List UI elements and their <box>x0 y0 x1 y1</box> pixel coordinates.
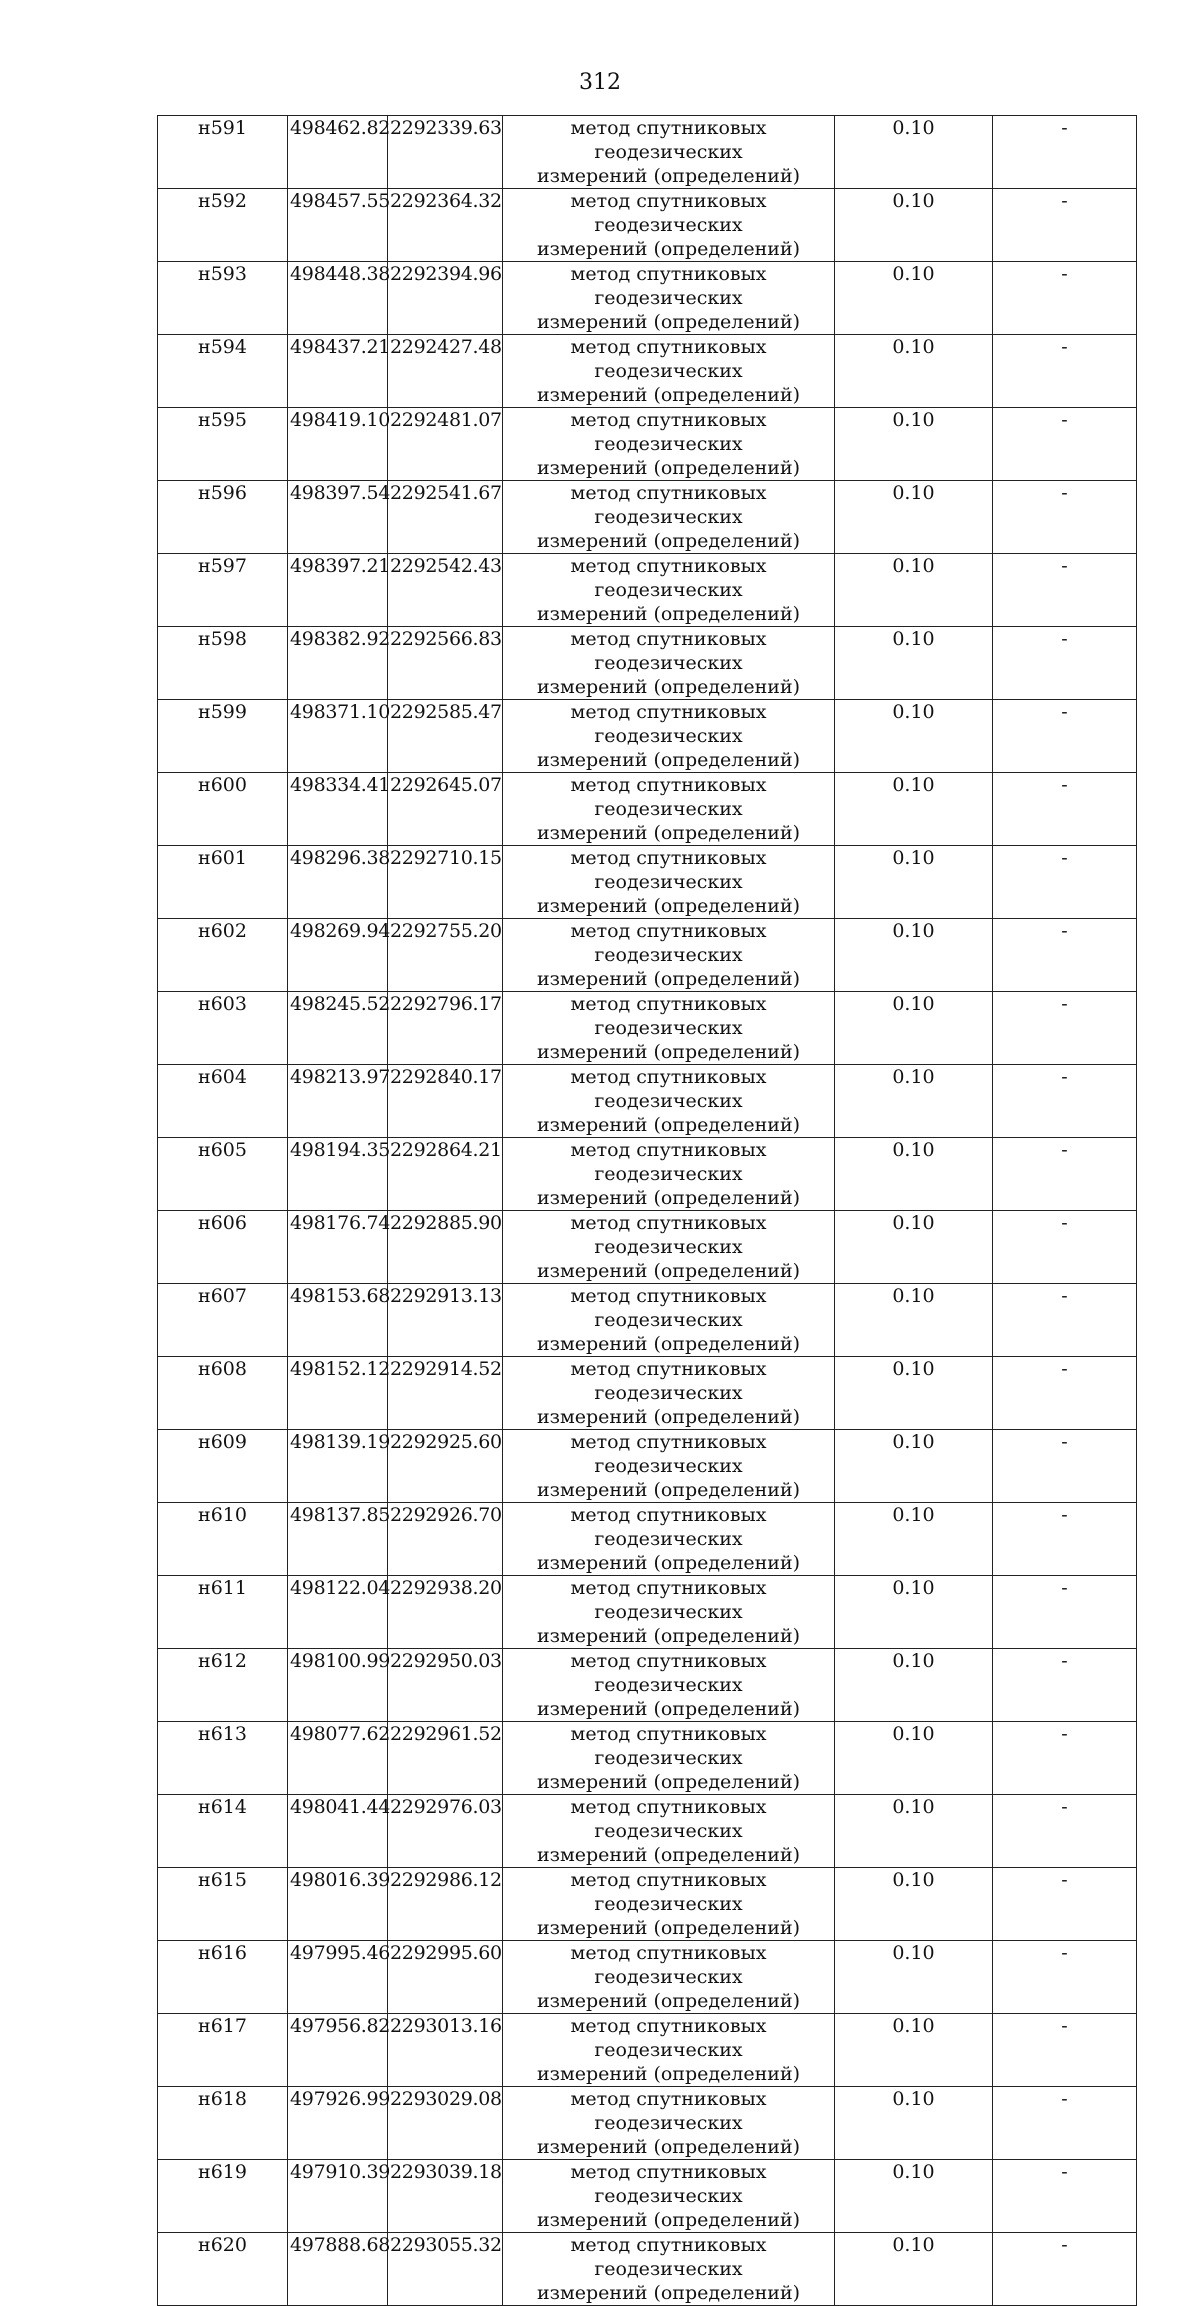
accuracy-cell: 0.10 <box>835 2014 993 2087</box>
method-line-2: измерений (определений) <box>536 2209 801 2231</box>
method-line-1: метод спутниковых геодезических <box>570 263 767 309</box>
y-coordinate-cell: 2292541.67 <box>388 481 503 554</box>
y-coordinate-cell: 2292840.17 <box>388 1065 503 1138</box>
note-cell: - <box>993 992 1137 1065</box>
accuracy-cell: 0.10 <box>835 919 993 992</box>
y-coordinate-cell: 2293029.08 <box>388 2087 503 2160</box>
accuracy-cell: 0.10 <box>835 1868 993 1941</box>
method-line-1: метод спутниковых геодезических <box>570 847 767 893</box>
point-name-cell: н591 <box>158 116 288 189</box>
y-coordinate-cell: 2293039.18 <box>388 2160 503 2233</box>
method-line-1: метод спутниковых геодезических <box>570 1796 767 1842</box>
table-row <box>158 2233 1137 2306</box>
point-name-cell: н612 <box>158 1649 288 1722</box>
table-row <box>158 116 1137 189</box>
x-coordinate-cell: 498137.85 <box>288 1503 388 1576</box>
method-line-2: измерений (определений) <box>536 1771 801 1793</box>
table-row <box>158 1941 1137 2014</box>
method-line-2: измерений (определений) <box>536 2136 801 2158</box>
note-cell: - <box>993 919 1137 992</box>
note-cell: - <box>993 2014 1137 2087</box>
method-line-1: метод спутниковых геодезических <box>570 1212 767 1258</box>
accuracy-cell: 0.10 <box>835 627 993 700</box>
method-line-2: измерений (определений) <box>536 1990 801 2012</box>
method-line-2: измерений (определений) <box>536 1917 801 1939</box>
table-row <box>158 1065 1137 1138</box>
accuracy-cell: 0.10 <box>835 846 993 919</box>
point-name-cell: н600 <box>158 773 288 846</box>
note-cell: - <box>993 116 1137 189</box>
method-line-2: измерений (определений) <box>536 1625 801 1647</box>
method-cell <box>503 2233 835 2306</box>
method-line-1: метод спутниковых геодезических <box>570 628 767 674</box>
accuracy-cell: 0.10 <box>835 408 993 481</box>
table-row <box>158 700 1137 773</box>
accuracy-cell: 0.10 <box>835 992 993 1065</box>
note-cell: - <box>993 700 1137 773</box>
method-line-2: измерений (определений) <box>536 1552 801 1574</box>
method-line-1: метод спутниковых геодезических <box>570 2234 767 2280</box>
point-name-cell: н618 <box>158 2087 288 2160</box>
note-cell: - <box>993 627 1137 700</box>
table-row <box>158 2014 1137 2087</box>
point-name-cell: н601 <box>158 846 288 919</box>
y-coordinate-cell: 2292394.96 <box>388 262 503 335</box>
note-cell: - <box>993 1722 1137 1795</box>
y-coordinate-cell: 2292950.03 <box>388 1649 503 1722</box>
table-row <box>158 481 1137 554</box>
y-coordinate-cell: 2292976.03 <box>388 1795 503 1868</box>
x-coordinate-cell: 498437.21 <box>288 335 388 408</box>
y-coordinate-cell: 2292995.60 <box>388 1941 503 2014</box>
method-line-1: метод спутниковых геодезических <box>570 1358 767 1404</box>
note-cell: - <box>993 2233 1137 2306</box>
method-line-2: измерений (определений) <box>536 1479 801 1501</box>
method-cell <box>503 1357 835 1430</box>
method-line-2: измерений (определений) <box>536 1844 801 1866</box>
method-line-2: измерений (определений) <box>536 749 801 771</box>
note-cell: - <box>993 1868 1137 1941</box>
y-coordinate-cell: 2292914.52 <box>388 1357 503 1430</box>
method-cell <box>503 335 835 408</box>
y-coordinate-cell: 2292796.17 <box>388 992 503 1065</box>
method-cell <box>503 1138 835 1211</box>
table-row <box>158 846 1137 919</box>
method-cell <box>503 262 835 335</box>
x-coordinate-cell: 498296.38 <box>288 846 388 919</box>
method-line-1: метод спутниковых геодезических <box>570 117 767 163</box>
method-cell <box>503 1868 835 1941</box>
method-line-2: измерений (определений) <box>536 457 801 479</box>
point-name-cell: н595 <box>158 408 288 481</box>
x-coordinate-cell: 498152.12 <box>288 1357 388 1430</box>
method-line-1: метод спутниковых геодезических <box>570 2088 767 2134</box>
x-coordinate-cell: 498397.54 <box>288 481 388 554</box>
y-coordinate-cell: 2292585.47 <box>388 700 503 773</box>
point-name-cell: н620 <box>158 2233 288 2306</box>
y-coordinate-cell: 2292645.07 <box>388 773 503 846</box>
x-coordinate-cell: 497926.99 <box>288 2087 388 2160</box>
point-name-cell: н614 <box>158 1795 288 1868</box>
y-coordinate-cell: 2293055.32 <box>388 2233 503 2306</box>
method-line-2: измерений (определений) <box>536 1187 801 1209</box>
table-row <box>158 1284 1137 1357</box>
method-line-1: метод спутниковых геодезических <box>570 336 767 382</box>
accuracy-cell: 0.10 <box>835 1722 993 1795</box>
method-line-1: метод спутниковых геодезических <box>570 1285 767 1331</box>
accuracy-cell: 0.10 <box>835 773 993 846</box>
y-coordinate-cell: 2292986.12 <box>388 1868 503 1941</box>
method-cell <box>503 1503 835 1576</box>
point-name-cell: н598 <box>158 627 288 700</box>
table-row <box>158 1503 1137 1576</box>
accuracy-cell: 0.10 <box>835 1211 993 1284</box>
method-line-2: измерений (определений) <box>536 676 801 698</box>
x-coordinate-cell: 498176.74 <box>288 1211 388 1284</box>
x-coordinate-cell: 498077.62 <box>288 1722 388 1795</box>
method-line-2: измерений (определений) <box>536 822 801 844</box>
method-cell <box>503 846 835 919</box>
accuracy-cell: 0.10 <box>835 554 993 627</box>
point-name-cell: н596 <box>158 481 288 554</box>
method-cell <box>503 1795 835 1868</box>
note-cell: - <box>993 773 1137 846</box>
y-coordinate-cell: 2292913.13 <box>388 1284 503 1357</box>
accuracy-cell: 0.10 <box>835 1576 993 1649</box>
method-cell <box>503 2087 835 2160</box>
method-line-2: измерений (определений) <box>536 530 801 552</box>
method-line-1: метод спутниковых геодезических <box>570 920 767 966</box>
note-cell: - <box>993 1138 1137 1211</box>
table-row <box>158 1576 1137 1649</box>
accuracy-cell: 0.10 <box>835 262 993 335</box>
method-cell <box>503 189 835 262</box>
accuracy-cell: 0.10 <box>835 1357 993 1430</box>
accuracy-cell: 0.10 <box>835 1065 993 1138</box>
method-line-2: измерений (определений) <box>536 165 801 187</box>
point-name-cell: н609 <box>158 1430 288 1503</box>
point-name-cell: н594 <box>158 335 288 408</box>
point-name-cell: н616 <box>158 1941 288 2014</box>
note-cell: - <box>993 1941 1137 2014</box>
note-cell: - <box>993 408 1137 481</box>
note-cell: - <box>993 2087 1137 2160</box>
method-line-1: метод спутниковых геодезических <box>570 555 767 601</box>
method-cell <box>503 554 835 627</box>
method-line-1: метод спутниковых геодезических <box>570 1723 767 1769</box>
y-coordinate-cell: 2292427.48 <box>388 335 503 408</box>
method-line-1: метод спутниковых геодезических <box>570 1504 767 1550</box>
x-coordinate-cell: 498382.92 <box>288 627 388 700</box>
method-line-2: измерений (определений) <box>536 238 801 260</box>
table-row <box>158 1357 1137 1430</box>
method-line-2: измерений (определений) <box>536 2063 801 2085</box>
method-line-2: измерений (определений) <box>536 1260 801 1282</box>
note-cell: - <box>993 262 1137 335</box>
note-cell: - <box>993 2160 1137 2233</box>
method-line-2: измерений (определений) <box>536 2282 801 2304</box>
method-line-1: метод спутниковых геодезических <box>570 2161 767 2207</box>
accuracy-cell: 0.10 <box>835 700 993 773</box>
table-row <box>158 1138 1137 1211</box>
x-coordinate-cell: 498269.94 <box>288 919 388 992</box>
table-row <box>158 2087 1137 2160</box>
table-row <box>158 408 1137 481</box>
x-coordinate-cell: 498462.82 <box>288 116 388 189</box>
accuracy-cell: 0.10 <box>835 116 993 189</box>
method-cell <box>503 1649 835 1722</box>
x-coordinate-cell: 498139.19 <box>288 1430 388 1503</box>
table-row <box>158 1722 1137 1795</box>
method-line-1: метод спутниковых геодезических <box>570 774 767 820</box>
table-row <box>158 773 1137 846</box>
note-cell: - <box>993 1649 1137 1722</box>
table-body <box>158 116 1137 2306</box>
note-cell: - <box>993 1503 1137 1576</box>
accuracy-cell: 0.10 <box>835 1430 993 1503</box>
method-cell <box>503 627 835 700</box>
method-cell <box>503 700 835 773</box>
x-coordinate-cell: 498194.35 <box>288 1138 388 1211</box>
accuracy-cell: 0.10 <box>835 2233 993 2306</box>
x-coordinate-cell: 498122.04 <box>288 1576 388 1649</box>
point-name-cell: н610 <box>158 1503 288 1576</box>
point-name-cell: н599 <box>158 700 288 773</box>
method-line-1: метод спутниковых геодезических <box>570 1650 767 1696</box>
method-cell <box>503 1576 835 1649</box>
method-cell <box>503 2014 835 2087</box>
method-line-1: метод спутниковых геодезических <box>570 1066 767 1112</box>
note-cell: - <box>993 846 1137 919</box>
accuracy-cell: 0.10 <box>835 1503 993 1576</box>
table-row <box>158 189 1137 262</box>
y-coordinate-cell: 2292566.83 <box>388 627 503 700</box>
accuracy-cell: 0.10 <box>835 1649 993 1722</box>
x-coordinate-cell: 498153.68 <box>288 1284 388 1357</box>
x-coordinate-cell: 498100.99 <box>288 1649 388 1722</box>
x-coordinate-cell: 498457.55 <box>288 189 388 262</box>
y-coordinate-cell: 2292755.20 <box>388 919 503 992</box>
y-coordinate-cell: 2293013.16 <box>388 2014 503 2087</box>
note-cell: - <box>993 1065 1137 1138</box>
x-coordinate-cell: 498334.41 <box>288 773 388 846</box>
note-cell: - <box>993 1357 1137 1430</box>
point-name-cell: н606 <box>158 1211 288 1284</box>
note-cell: - <box>993 335 1137 408</box>
method-cell <box>503 1065 835 1138</box>
table-row <box>158 335 1137 408</box>
table-row <box>158 919 1137 992</box>
accuracy-cell: 0.10 <box>835 1138 993 1211</box>
method-line-2: измерений (определений) <box>536 1333 801 1355</box>
method-line-1: метод спутниковых геодезических <box>570 1431 767 1477</box>
table-row <box>158 627 1137 700</box>
y-coordinate-cell: 2292885.90 <box>388 1211 503 1284</box>
accuracy-cell: 0.10 <box>835 1941 993 2014</box>
accuracy-cell: 0.10 <box>835 1284 993 1357</box>
method-cell <box>503 1284 835 1357</box>
method-cell <box>503 1211 835 1284</box>
point-name-cell: н611 <box>158 1576 288 1649</box>
method-line-1: метод спутниковых геодезических <box>570 1139 767 1185</box>
x-coordinate-cell: 498041.44 <box>288 1795 388 1868</box>
table-row <box>158 1430 1137 1503</box>
note-cell: - <box>993 1576 1137 1649</box>
method-line-1: метод спутниковых геодезических <box>570 1869 767 1915</box>
method-line-2: измерений (определений) <box>536 603 801 625</box>
y-coordinate-cell: 2292864.21 <box>388 1138 503 1211</box>
point-name-cell: н592 <box>158 189 288 262</box>
point-name-cell: н602 <box>158 919 288 992</box>
method-line-1: метод спутниковых геодезических <box>570 190 767 236</box>
x-coordinate-cell: 498016.39 <box>288 1868 388 1941</box>
point-name-cell: н604 <box>158 1065 288 1138</box>
y-coordinate-cell: 2292926.70 <box>388 1503 503 1576</box>
method-line-1: метод спутниковых геодезических <box>570 2015 767 2061</box>
note-cell: - <box>993 1284 1137 1357</box>
method-cell <box>503 773 835 846</box>
point-name-cell: н597 <box>158 554 288 627</box>
method-cell <box>503 1722 835 1795</box>
point-name-cell: н593 <box>158 262 288 335</box>
page-number: 312 <box>579 70 621 95</box>
method-cell <box>503 1430 835 1503</box>
point-name-cell: н603 <box>158 992 288 1065</box>
x-coordinate-cell: 497956.82 <box>288 2014 388 2087</box>
point-name-cell: н619 <box>158 2160 288 2233</box>
method-line-2: измерений (определений) <box>536 1698 801 1720</box>
method-line-1: метод спутниковых геодезических <box>570 1942 767 1988</box>
table-row <box>158 1868 1137 1941</box>
method-line-1: метод спутниковых геодезических <box>570 993 767 1039</box>
x-coordinate-cell: 498419.10 <box>288 408 388 481</box>
point-name-cell: н617 <box>158 2014 288 2087</box>
note-cell: - <box>993 1795 1137 1868</box>
method-line-2: измерений (определений) <box>536 1114 801 1136</box>
point-name-cell: н607 <box>158 1284 288 1357</box>
y-coordinate-cell: 2292925.60 <box>388 1430 503 1503</box>
accuracy-cell: 0.10 <box>835 189 993 262</box>
table-row <box>158 1211 1137 1284</box>
table-row <box>158 992 1137 1065</box>
x-coordinate-cell: 497910.39 <box>288 2160 388 2233</box>
method-line-1: метод спутниковых геодезических <box>570 701 767 747</box>
method-cell <box>503 992 835 1065</box>
x-coordinate-cell: 498245.52 <box>288 992 388 1065</box>
accuracy-cell: 0.10 <box>835 481 993 554</box>
table-row <box>158 1795 1137 1868</box>
x-coordinate-cell: 497888.68 <box>288 2233 388 2306</box>
y-coordinate-cell: 2292542.43 <box>388 554 503 627</box>
method-line-2: измерений (определений) <box>536 895 801 917</box>
point-name-cell: н605 <box>158 1138 288 1211</box>
x-coordinate-cell: 498448.38 <box>288 262 388 335</box>
y-coordinate-cell: 2292481.07 <box>388 408 503 481</box>
note-cell: - <box>993 1430 1137 1503</box>
point-name-cell: н613 <box>158 1722 288 1795</box>
method-line-2: измерений (определений) <box>536 1041 801 1063</box>
table-row <box>158 2160 1137 2233</box>
method-line-2: измерений (определений) <box>536 384 801 406</box>
table-row <box>158 262 1137 335</box>
y-coordinate-cell: 2292339.63 <box>388 116 503 189</box>
accuracy-cell: 0.10 <box>835 2087 993 2160</box>
method-cell <box>503 481 835 554</box>
method-line-2: измерений (определений) <box>536 968 801 990</box>
method-cell <box>503 1941 835 2014</box>
y-coordinate-cell: 2292710.15 <box>388 846 503 919</box>
coordinates-table <box>157 115 1137 2306</box>
x-coordinate-cell: 498397.21 <box>288 554 388 627</box>
method-line-2: измерений (определений) <box>536 311 801 333</box>
note-cell: - <box>993 481 1137 554</box>
note-cell: - <box>993 1211 1137 1284</box>
x-coordinate-cell: 498371.10 <box>288 700 388 773</box>
method-cell <box>503 2160 835 2233</box>
y-coordinate-cell: 2292961.52 <box>388 1722 503 1795</box>
method-line-1: метод спутниковых геодезических <box>570 409 767 455</box>
accuracy-cell: 0.10 <box>835 2160 993 2233</box>
y-coordinate-cell: 2292938.20 <box>388 1576 503 1649</box>
note-cell: - <box>993 189 1137 262</box>
point-name-cell: н608 <box>158 1357 288 1430</box>
table-row <box>158 554 1137 627</box>
x-coordinate-cell: 497995.46 <box>288 1941 388 2014</box>
x-coordinate-cell: 498213.97 <box>288 1065 388 1138</box>
accuracy-cell: 0.10 <box>835 335 993 408</box>
y-coordinate-cell: 2292364.32 <box>388 189 503 262</box>
method-line-1: метод спутниковых геодезических <box>570 482 767 528</box>
method-cell <box>503 116 835 189</box>
table-row <box>158 1649 1137 1722</box>
method-line-1: метод спутниковых геодезических <box>570 1577 767 1623</box>
accuracy-cell: 0.10 <box>835 1795 993 1868</box>
method-cell <box>503 408 835 481</box>
method-cell <box>503 919 835 992</box>
point-name-cell: н615 <box>158 1868 288 1941</box>
method-line-2: измерений (определений) <box>536 1406 801 1428</box>
note-cell: - <box>993 554 1137 627</box>
